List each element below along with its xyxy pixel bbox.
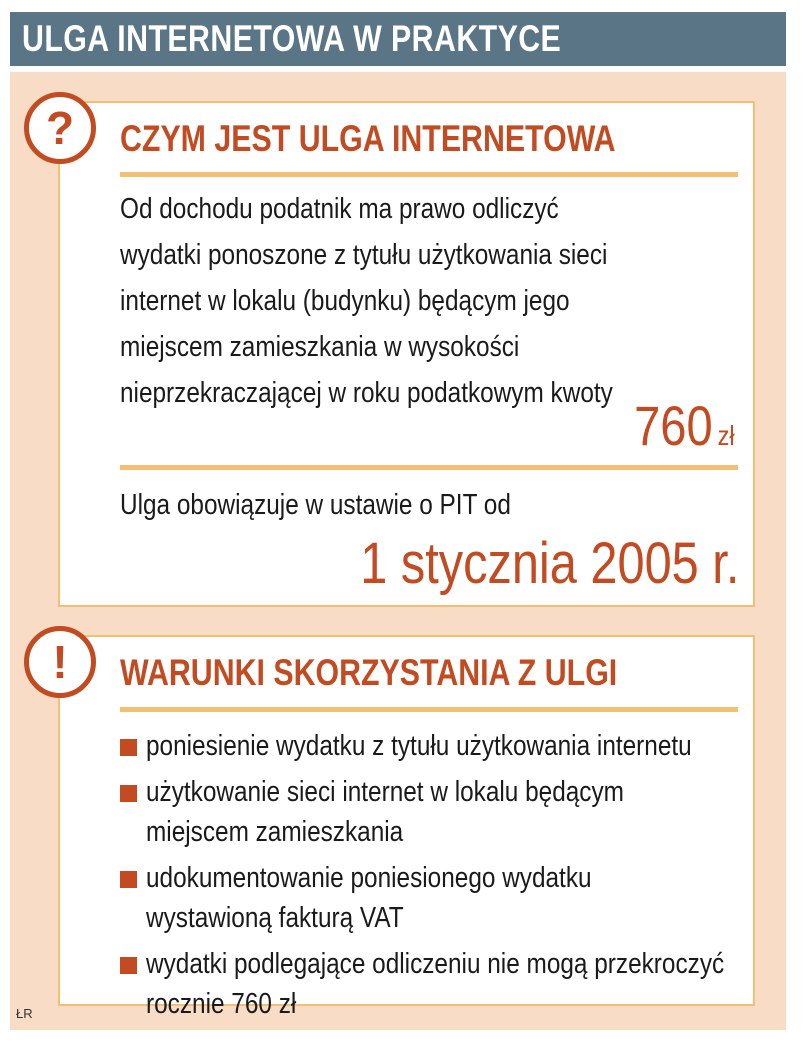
section-what-is-title: CZYM JEST ULGA INTERNETOWA xyxy=(120,118,616,159)
condition-line: wydatki podlegające odliczeniu nie mogą przekroczyć xyxy=(146,948,725,980)
page-title: ULGA INTERNETOWA W PRAKTYCE xyxy=(22,18,562,59)
description-line: wydatki ponoszone z tytułu użytkowania sieci xyxy=(120,239,608,271)
condition-line: miejscem zamieszkania xyxy=(146,816,404,848)
header-bar xyxy=(10,12,786,66)
square-bullet-icon xyxy=(120,739,137,756)
condition-line: udokumentowanie poniesionego wydatku xyxy=(146,862,592,894)
amount-value: 760 xyxy=(634,394,713,457)
description-line: nieprzekraczającej w roku podatkowym kwoty xyxy=(120,377,613,409)
section-conditions-title: WARUNKI SKORZYSTANIA Z ULGI xyxy=(120,652,618,693)
square-bullet-icon xyxy=(120,785,137,802)
title-underline xyxy=(120,707,738,712)
amount-unit: zł xyxy=(718,420,735,451)
condition-text xyxy=(146,726,692,766)
exclamation-mark-icon: ! xyxy=(24,626,96,698)
section-divider xyxy=(120,465,738,470)
effective-date: 1 stycznia 2005 r. xyxy=(359,531,739,596)
list-item xyxy=(120,858,805,938)
list-item xyxy=(120,772,805,852)
condition-text xyxy=(146,858,592,938)
condition-line: rocznie 760 zł xyxy=(146,988,297,1020)
description-line: internet w lokalu (budynku) będącym jego xyxy=(120,285,570,317)
condition-line: poniesienie wydatku z tytułu użytkowania internetu xyxy=(146,730,692,762)
author-credit: ŁR xyxy=(16,1006,33,1021)
description-line: Od dochodu podatnik ma prawo odliczyć xyxy=(120,193,559,225)
description-line: miejscem zamieszkania w wysokości xyxy=(120,331,520,363)
square-bullet-icon xyxy=(120,871,137,888)
conditions-list xyxy=(120,726,805,1030)
condition-text xyxy=(146,772,624,852)
effective-date-intro: Ulga obowiązuje w ustawie o PIT od xyxy=(120,489,511,521)
title-underline xyxy=(120,172,738,177)
list-item xyxy=(120,944,805,1024)
relief-description xyxy=(120,186,613,416)
condition-line: wystawioną fakturą VAT xyxy=(146,902,404,934)
condition-text xyxy=(146,944,724,1024)
square-bullet-icon xyxy=(120,957,137,974)
relief-amount xyxy=(634,393,735,458)
question-mark-icon: ? xyxy=(24,92,96,164)
condition-line: użytkowanie sieci internet w lokalu będącym xyxy=(146,776,624,808)
list-item xyxy=(120,726,805,766)
